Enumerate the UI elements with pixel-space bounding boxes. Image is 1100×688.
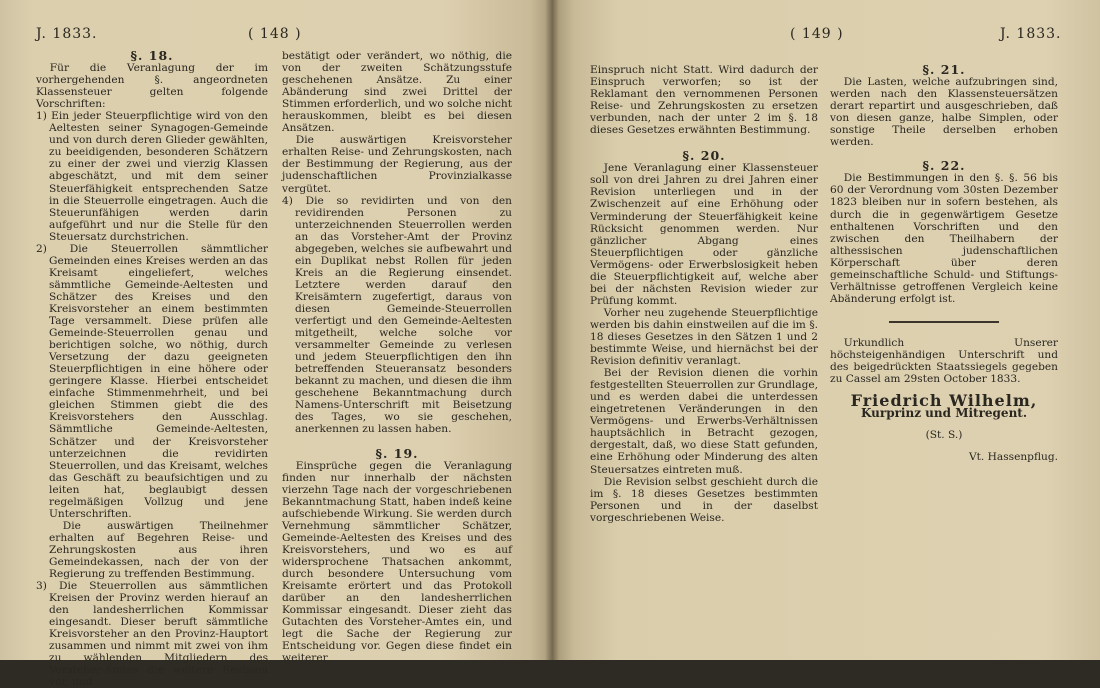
section-22-heading: §. 22.	[922, 158, 966, 174]
right-column-2	[830, 64, 1058, 463]
section-18-item-3-cont: bestätigt oder verändert, wo nöthig, die von der zweiten Schätzungsstufe geschehenen Ansätze. Zu einer Abänderung sind zwei Drittel der Stimmen erforderlich, und wo solche nicht herauskommen, bleibt es bei diesen Ansätzen.	[282, 50, 512, 135]
section-19-heading: §. 19.	[375, 445, 419, 461]
book-gutter	[545, 0, 559, 660]
signature-title: Kurprinz und Mitregent.	[860, 406, 1028, 421]
section-18-item-2: 2) Die Steuerrollen sämmtlicher Gemeinden eines Kreises werden an das Kreisamt eingeliefert, welches sämmtliche Gemeinde-Aeltesten und Schätzer des Kreises und den Kreisvorsteher an einem bestimmten Tage versammelt. Diese prüfen alle Gemeinde-Steuerrollen genau und berichtigen solche, wo nöthig, durch Versetzung der dazu geeigneten Steuerpflichtigen in eine höhere oder geringere Klasse. Hierbei entscheidet einfache Stimmenmehrheit, und bei gleichen Stimmen giebt die des Kreisvorstehers den Ausschlag. Sämmtliche Gemeinde-Aeltesten, Schätzer und der Kreisvorsteher unterzeichnen die revidirten Steuerrollen, und das Kreisamt, welches das Geschäft zu beaufsichtigen und zu leiten hat, beglaubigt dessen regelmäßigen Vollzug und jene Unterschriften.	[36, 242, 268, 520]
state-seal-mark: (St. S.)	[925, 429, 963, 442]
section-18-item-4: 4) Die so revidirten und von den revidirenden Personen zu unterzeichnenden Steuerrollen werden an das Vorsteher-Amt der Provinz abgegeben, welches sie aufbewahrt und ein Duplikat nebst Rollen für jeden Kreis an die Regierung einsendet. Letztere werden darauf den Kreisämtern zugefertigt, daraus von diesen Gemeinde-Steuerrollen verfertigt und den Gemeinde-Aeltesten mitgetheilt, welche solche vor versammelter Gemeinde zu verlesen und jedem Steuerpflichtigen den ihn betreffenden Steueransatz besonders bekannt zu machen, und diesen die ihm geschehene Bekanntmachung durch Namens-Unterschrift mit Beisetzung des Tages, wo sie geschehen, anerkennen zu lassen haben.	[282, 194, 512, 436]
left-column-2	[282, 50, 512, 664]
left-header-year: J. 1833.	[36, 26, 98, 42]
right-column-1	[590, 64, 818, 524]
section-18-item-3: 3) Die Steuerrollen aus sämmtlichen Kreisen der Provinz werden hierauf an den landesherrlichen Kommissar eingesandt. Dieser beruft sämmtliche Kreisvorsteher an den Provinz-Hauptort zusammen und nimmt mit zwei von ihm zu wählenden Mitgliedern des Vorsteher-Amtes die weitere Revision vor, und	[36, 580, 268, 688]
section-18-intro: Für die Veranlagung der im vorhergehenden §. angeordneten Klassensteuer gelten folgende Vorschriften:	[36, 62, 268, 111]
section-20-para-1: Jene Veranlagung einer Klassensteuer soll von drei Jahren zu drei Jahren einer Revision unterliegen und in der Zwischenzeit auf eine Erhöhung oder Verminderung der Steuerfähigkeit keine Rücksicht genommen werden. Nur gänzlicher Abgang eines Steuerpflichtigen oder gänzliche Vermögens- oder Erwerbslosigkeit heben die Steuerpflichtigkeit auf, welche aber bei der nächsten Revision wieder zur Prüfung kommt.	[590, 162, 818, 307]
section-21-heading: §. 21.	[922, 62, 966, 77]
signature-name: Friedrich Wilhelm,	[850, 391, 1038, 411]
closing-formula: Urkundlich Unserer höchsteigenhändigen Unterschrift und des beigedrückten Staatssiegels gegeben zu Cassel am 29sten October 1833.	[830, 336, 1058, 386]
right-page	[552, 0, 1100, 660]
left-column-1	[36, 50, 268, 688]
section-20-para-3: Bei der Revision dienen die vorhin festgestellten Steuerrollen zur Grundlage, und es werden dabei die unterdessen eingetretenen Veränderungen in den Vermögens- und Erwerbs-Verhältnissen hauptsächlich in Betracht gezogen, dergestalt, daß, wo diese Statt gefunden, eine Erhöhung oder Minderung des alten Steuersatzes eintreten muß.	[590, 367, 818, 476]
divider-rule	[889, 321, 999, 323]
right-header-year: J. 1833.	[1000, 26, 1062, 42]
section-18-heading: §. 18.	[130, 48, 174, 63]
section-19-cont: Einspruch nicht Statt. Wird dadurch der Einspruch verworfen; so ist der Reklamant den vernommenen Personen Reise- und Zehrungskosten zu ersetzen verbunden, nach der unter 2 im §. 18 dieses Gesetzes erwähnten Bestimmung.	[590, 64, 818, 137]
section-20-heading: §. 20.	[682, 148, 726, 164]
section-19-text: Einsprüche gegen die Veranlagung finden nur innerhalb der nächsten vierzehn Tage nach der vorgeschriebenen Bekanntmachung Statt, haben indeß keine aufschiebende Wirkung. Sie werden durch Vernehmung sämmtlicher Schätzer, Gemeinde-Aeltesten des Kreises und des Kreisvorstehers, und wo es auf widersprochene Thatsachen ankommt, durch besondere Untersuchung vom Kreisamte erörtert und das Protokoll darüber an den landesherrlichen Kommissar eingesandt. Dieser zieht das Gutachten des Vorsteher-Amtes ein, und legt die Sache der Regierung zur Entscheidung vor. Gegen diese findet ein weiterer	[282, 459, 512, 665]
section-20-para-2: Vorher neu zugehende Steuerpflichtige werden bis dahin einstweilen auf die im §. 18 dieses Gesetzes in den Sätzen 1 und 2 bestimmte Weise, und hiernächst bei der Revision definitiv veranlagt.	[590, 306, 818, 368]
section-18-item-3-costs: Die auswärtigen Kreisvorsteher erhalten Reise- und Zehrungskosten, nach der Bestimmung der Regierung, aus der judenschaftlichen Provinzialkasse vergütet.	[282, 134, 512, 195]
section-18-item-2-cont: Die auswärtigen Theilnehmer erhalten auf Begehren Reise- und Zehrungskosten aus ihren Gemeindekassen, nach der von der Regierung zu treffenden Bestimmung.	[49, 519, 268, 581]
section-20-para-4: Die Revision selbst geschieht durch die im §. 18 dieses Gesetzes bestimmten Personen und in der daselbst vorgeschriebenen Weise.	[590, 475, 818, 524]
section-22-text: Die Bestimmungen in den §. §. 56 bis 60 der Verordnung vom 30sten Dezember 1823 bleiben nur in sofern bestehen, als durch die in gegenwärtigem Gesetze enthaltenen Vorschriften und den zwischen den Theilhabern der althessischen judenschaftlichen Körperschaft über deren gemeinschaftliche Schuld- und Stiftungs-Verhältnisse getroffenen Vergleich keine Abänderung erfolgt ist.	[830, 172, 1058, 305]
section-21-text: Die Lasten, welche aufzubringen sind, werden nach den Klassensteuersätzen derart repartirt und ausgeschrieben, daß von diesen ganze, halbe Simplen, oder sonstige Theile derselben erhoben werden.	[830, 76, 1058, 149]
left-page-number: ( 148 )	[248, 26, 302, 42]
section-18-item-1: 1) Ein jeder Steuerpflichtige wird von den Aeltesten seiner Synagogen-Gemeinde und von durch deren Glieder gewählten, zu beeidigenden, besonderen Schätzern zu einer der zwei und vierzig Klassen abgeschätzt, und mit dem seiner Steuerfähigkeit entsprechenden Satze in die Steuerrolle eingetragen. Auch die Steuerunfähigen werden darin aufgeführt und nur die Stelle für den Steuersatz durchstrichen.	[36, 110, 268, 243]
countersignature: Vt. Hassenpflug.	[969, 451, 1058, 464]
right-page-number: ( 149 )	[790, 26, 844, 42]
